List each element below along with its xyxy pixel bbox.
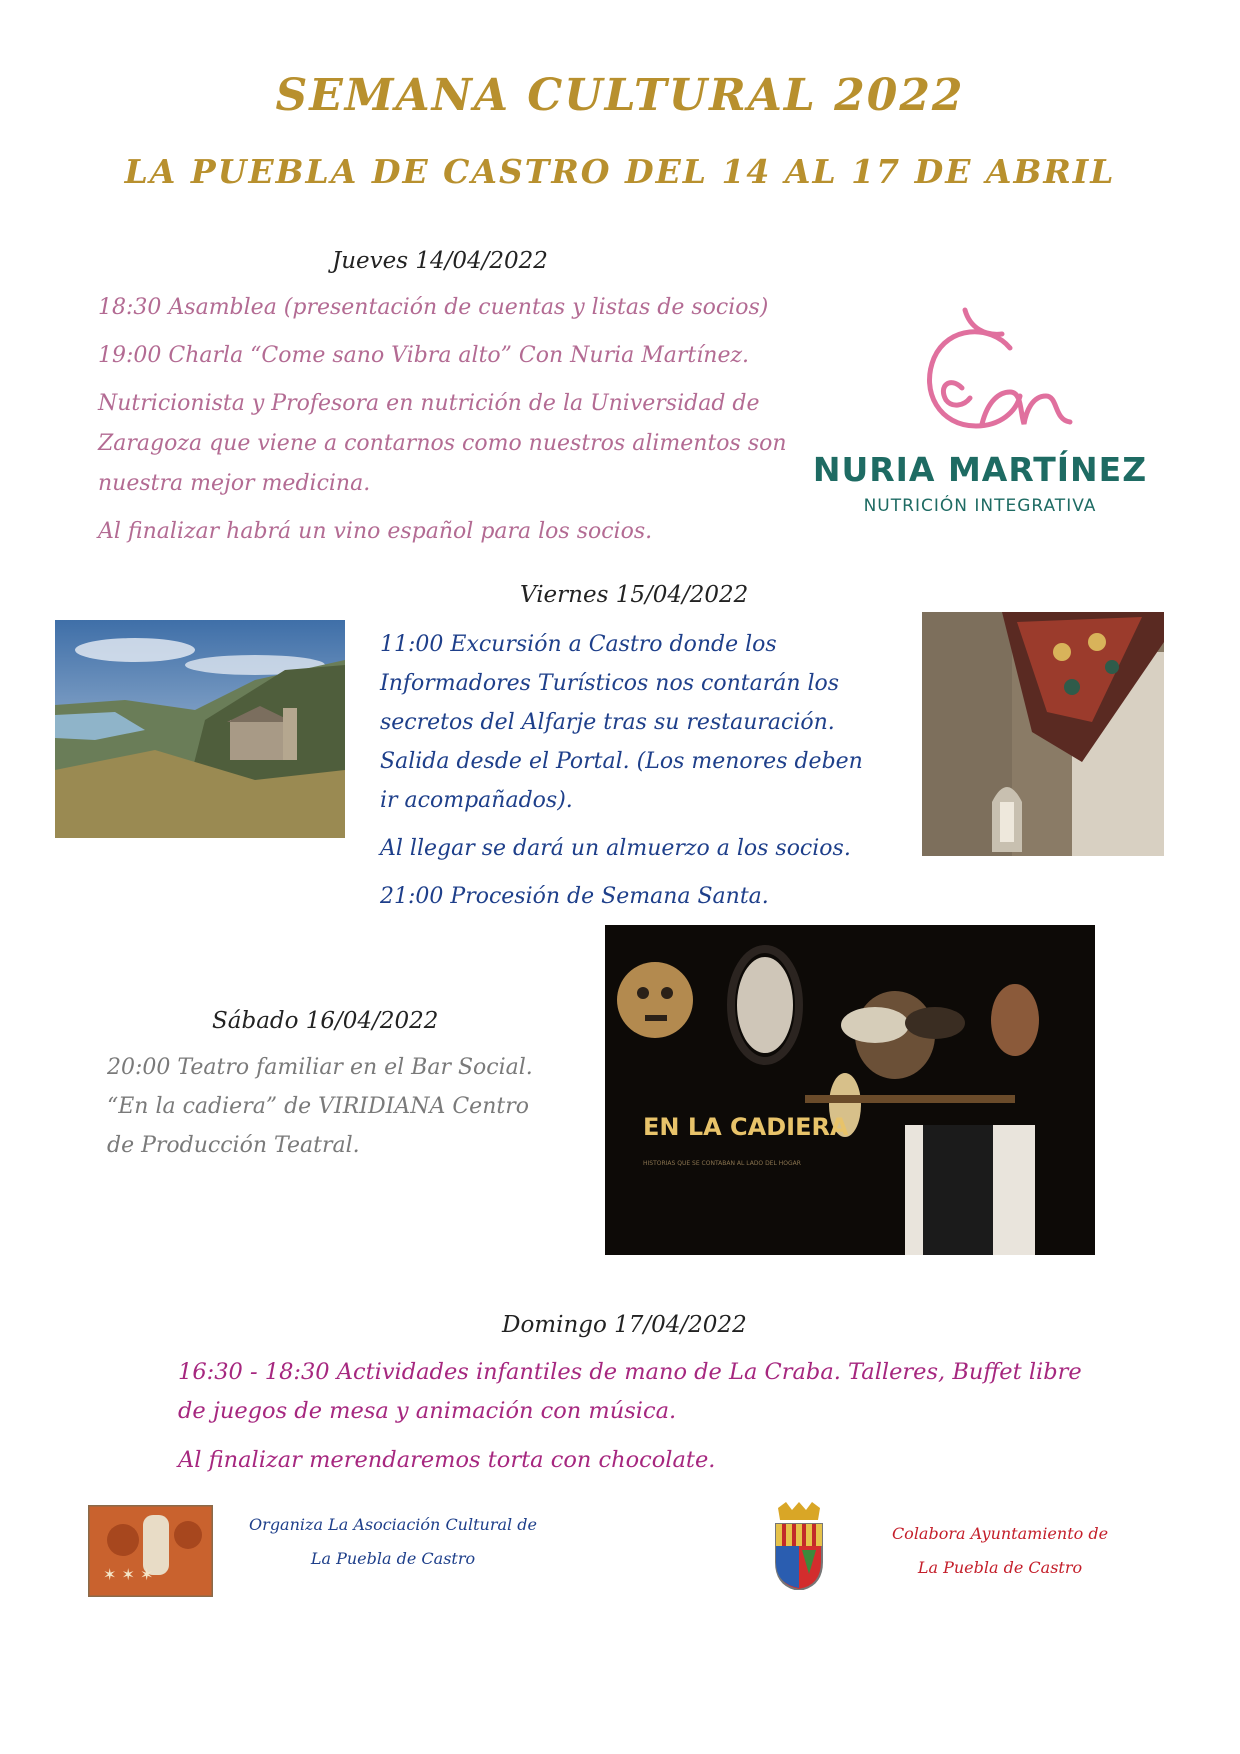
jueves-line-2: 19:00 Charla “Come sano Vibra alto” Con Nuria Martínez. xyxy=(98,343,750,368)
poster-title: EN LA CADIERA xyxy=(643,1113,849,1141)
page-title: SEMANA CULTURAL 2022 xyxy=(275,70,965,121)
logo-subtitle: NUTRICIÓN INTEGRATIVA xyxy=(863,496,1097,516)
domingo-text xyxy=(178,1353,1098,1490)
day-heading-jueves: Jueves 14/04/2022 xyxy=(332,248,548,274)
viernes-line-2: Al llegar se dará un almuerzo a los socios. xyxy=(380,836,851,861)
colabora-line-2: La Puebla de Castro xyxy=(917,1558,1083,1577)
organiza-text xyxy=(243,1508,543,1576)
colabora-line-1: Colabora Ayuntamiento de xyxy=(891,1524,1109,1543)
theatre-poster xyxy=(605,925,1095,1255)
apple-logo-icon xyxy=(810,300,1150,440)
jueves-line-3: Nutricionista y Profesora en nutrición de la Universidad de Zaragoza que viene a contarnos como nuestros alimentos son nuestra mejor medicina. xyxy=(98,391,787,496)
domingo-line-2: Al finalizar merendaremos torta con chocolate. xyxy=(178,1447,716,1473)
viernes-line-3: 21:00 Procesión de Semana Santa. xyxy=(380,884,769,909)
jueves-line-4: Al finalizar habrá un vino español para los socios. xyxy=(98,519,653,544)
page-subtitle: LA PUEBLA DE CASTRO DEL 14 AL 17 DE ABRIL xyxy=(124,152,1116,191)
colabora-text xyxy=(860,1517,1140,1585)
day-heading-viernes: Viernes 15/04/2022 xyxy=(520,582,749,608)
jueves-text xyxy=(98,288,798,560)
asociacion-logo xyxy=(88,1505,213,1597)
viernes-text xyxy=(380,625,880,925)
svg-text:✶ ✶ ✶: ✶ ✶ ✶ xyxy=(103,1565,154,1584)
viernes-line-1: 11:00 Excursión a Castro donde los Informadores Turísticos nos contarán los secretos del Alfarje tras su restauración. Salida desde el Portal. (Los menores deben ir acompañados). xyxy=(380,632,863,813)
day-heading-domingo: Domingo 17/04/2022 xyxy=(502,1312,747,1338)
organiza-line-1: Organiza La Asociación Cultural de xyxy=(249,1515,537,1534)
coat-of-arms-icon xyxy=(772,1502,826,1590)
sabado-text: 20:00 Teatro familiar en el Bar Social. “En la cadiera” de VIRIDIANA Centro de Producción Teatral. xyxy=(107,1055,533,1158)
jueves-line-1: 18:30 Asamblea (presentación de cuentas y listas de socios) xyxy=(98,295,769,320)
landscape-photo xyxy=(55,620,345,838)
poster-subtitle: HISTORIAS QUE SE CONTABAN AL LADO DEL HOGAR xyxy=(643,1160,801,1167)
nuria-martinez-logo xyxy=(810,300,1150,530)
alfarje-photo xyxy=(922,612,1164,856)
domingo-line-1: 16:30 - 18:30 Actividades infantiles de mano de La Craba. Talleres, Buffet libre de juegos de mesa y animación con música. xyxy=(178,1359,1082,1424)
logo-name: NURIA MARTÍNEZ xyxy=(812,450,1148,489)
day-heading-sabado: Sábado 16/04/2022 xyxy=(212,1008,439,1034)
organiza-line-2: La Puebla de Castro xyxy=(310,1549,476,1568)
